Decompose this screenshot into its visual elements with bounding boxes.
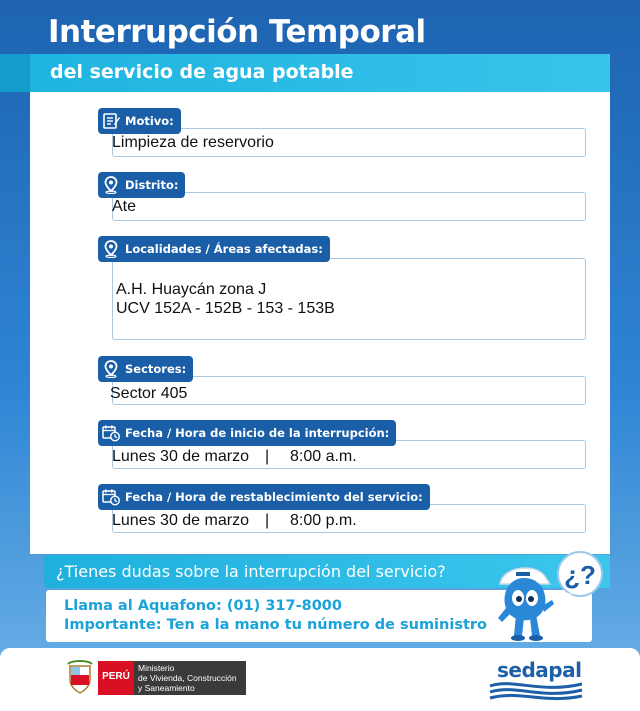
inicio-separator: |	[265, 448, 270, 465]
ministry-logo	[134, 661, 246, 695]
restablecimiento-label	[98, 484, 430, 510]
peru-flag-logo	[98, 661, 134, 695]
inicio-label-text: Fecha / Hora de inicio de la interrupción:	[125, 426, 390, 440]
field-localidades	[82, 236, 586, 342]
distrito-value: Ate	[112, 198, 137, 215]
mascot-illustration	[494, 548, 610, 648]
notepad-icon	[102, 112, 120, 130]
restablecimiento-separator: |	[265, 512, 270, 529]
field-motivo	[82, 108, 586, 162]
sectores-label	[98, 356, 193, 382]
map-pin-icon	[102, 360, 120, 378]
inicio-label	[98, 420, 396, 446]
motivo-value: Limpieza de reservorio	[112, 134, 274, 151]
localidades-label	[98, 236, 330, 262]
calendar-clock-icon	[102, 488, 120, 506]
page-title: Interrupción Temporal	[48, 14, 426, 50]
map-pin-icon	[102, 176, 120, 194]
sedapal-logo: sedapal	[497, 658, 582, 682]
restablecimiento-label-text: Fecha / Hora de restablecimiento del servicio:	[125, 490, 423, 504]
ministry-line-2: de Vivienda, Construcción	[138, 673, 237, 683]
map-pin-icon	[102, 240, 120, 258]
question-bubble-text: ¿?	[564, 560, 596, 590]
localidades-box	[112, 258, 586, 340]
field-sectores	[82, 356, 586, 410]
distrito-label-text: Distrito:	[125, 178, 179, 192]
help-question: ¿Tienes dudas sobre la interrupción del servicio?	[56, 562, 446, 581]
field-inicio	[82, 420, 586, 474]
important-line: Importante: Ten a la mano tu número de suministro	[64, 617, 487, 633]
page-subtitle: del servicio de agua potable	[50, 61, 354, 83]
localidades-label-text: Localidades / Áreas afectadas:	[125, 242, 323, 256]
subtitle-band	[30, 54, 610, 92]
restablecimiento-time: 8:00 p.m.	[290, 512, 357, 529]
inicio-time: 8:00 a.m.	[290, 448, 357, 465]
motivo-label	[98, 108, 181, 134]
field-restablecimiento	[82, 484, 586, 538]
peru-coat-of-arms-icon	[66, 660, 94, 696]
inicio-date: Lunes 30 de marzo	[112, 448, 249, 465]
info-card	[30, 92, 610, 554]
sectores-label-text: Sectores:	[125, 362, 187, 376]
ministry-line-1: Ministerio	[138, 663, 175, 673]
peru-text: PERÚ	[102, 671, 130, 682]
field-distrito	[82, 172, 586, 226]
localidades-line-1: A.H. Huaycán zona J	[116, 281, 267, 298]
motivo-label-text: Motivo:	[125, 114, 174, 128]
aquafono-line: Llama al Aquafono: (01) 317-8000	[64, 598, 342, 614]
calendar-clock-icon	[102, 424, 120, 442]
ministry-line-3: y Saneamiento	[138, 683, 195, 693]
sectores-value: Sector 405	[110, 385, 188, 402]
distrito-label	[98, 172, 185, 198]
localidades-line-2: UCV 152A - 152B - 153 - 153B	[116, 300, 335, 317]
restablecimiento-date: Lunes 30 de marzo	[112, 512, 249, 529]
sedapal-wave-icon	[488, 680, 584, 702]
